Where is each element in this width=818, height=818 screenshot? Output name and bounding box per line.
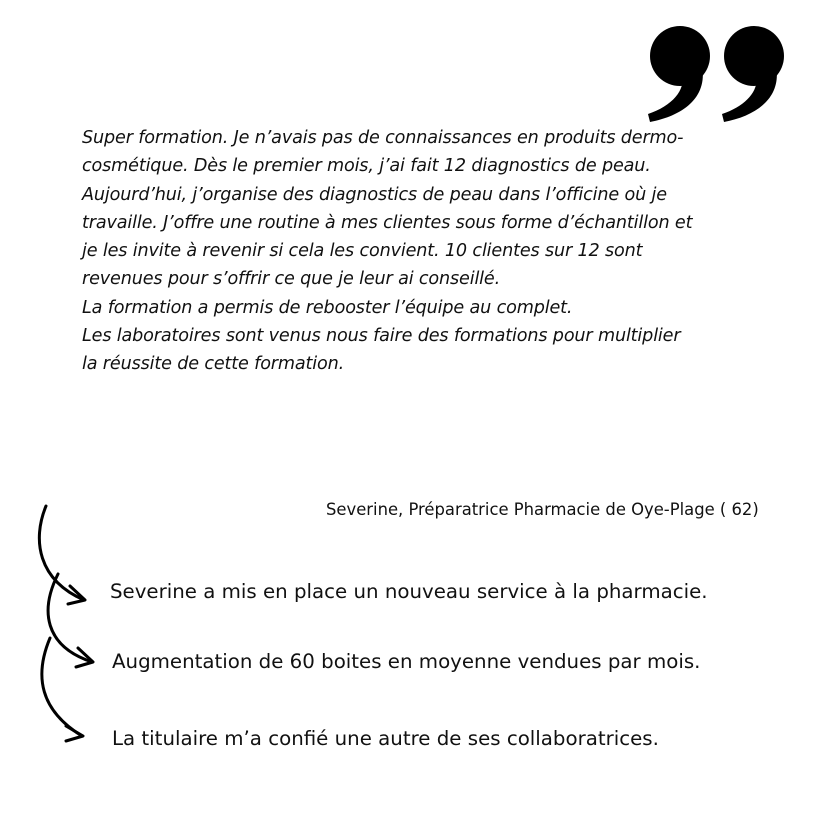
testimonial-line: Super formation. Je n’avais pas de connaissances en produits dermo-: [82, 128, 684, 148]
testimonial-text: [82, 124, 742, 379]
testimonial-line: je les invite à revenir si cela les convient. 10 clientes sur 12 sont: [82, 241, 643, 262]
testimonial-line: revenues pour s’offrir ce que je leur ai conseillé.: [82, 269, 501, 290]
curved-arrow-icon: [39, 506, 85, 604]
closing-quote-icon: [642, 18, 792, 123]
result-item: La titulaire m’a confié une autre de ses collaboratrices.: [112, 727, 659, 750]
curved-arrows: [28, 500, 118, 750]
result-item: Severine a mis en place un nouveau service à la pharmacie.: [110, 580, 708, 603]
testimonial-line: travaille. J’offre une routine à mes clientes sous forme d’échantillon et: [82, 212, 693, 233]
curved-arrow-icon: [42, 638, 83, 741]
testimonial-author: Severine, Préparatrice Pharmacie de Oye-Plage ( 62): [326, 500, 759, 519]
result-item: Augmentation de 60 boites en moyenne vendues par mois.: [112, 650, 701, 673]
testimonial-line: Aujourd’hui, j’organise des diagnostics de peau dans l’officine où je: [82, 184, 667, 205]
testimonial-line: la réussite de cette formation.: [82, 354, 345, 375]
testimonial-line: La formation a permis de rebooster l’équipe au complet.: [82, 297, 573, 318]
testimonial-line: cosmétique. Dès le premier mois, j’ai fait 12 diagnostics de peau.: [82, 156, 651, 177]
testimonial-line: Les laboratoires sont venus nous faire des formations pour multiplier: [82, 326, 681, 347]
